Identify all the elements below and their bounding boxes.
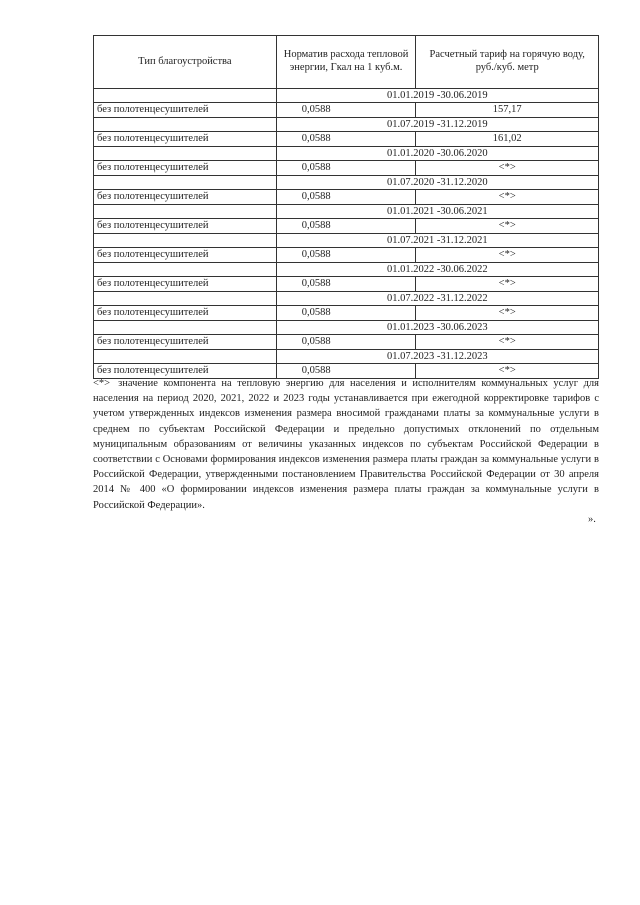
norm-cell: 0,0588 bbox=[276, 248, 416, 263]
type-cell: без полотенцесушителей bbox=[94, 364, 277, 379]
table-row bbox=[94, 219, 599, 234]
norm-cell: 0,0588 bbox=[276, 306, 416, 321]
type-cell: без полотенцесушителей bbox=[94, 306, 277, 321]
rate-cell: <*> bbox=[416, 306, 599, 321]
table-row bbox=[94, 190, 599, 205]
norm-cell: 0,0588 bbox=[276, 277, 416, 292]
table-row bbox=[94, 132, 599, 147]
period-cell: 01.07.2022 -31.12.2022 bbox=[276, 292, 598, 306]
period-row bbox=[94, 205, 599, 219]
norm-cell: 0,0588 bbox=[276, 364, 416, 379]
table-body bbox=[94, 89, 599, 379]
table-row bbox=[94, 103, 599, 118]
period-cell: 01.07.2023 -31.12.2023 bbox=[276, 350, 598, 364]
footnote-marker: <*> bbox=[93, 378, 111, 389]
norm-cell: 0,0588 bbox=[276, 335, 416, 350]
period-cell: 01.07.2021 -31.12.2021 bbox=[276, 234, 598, 248]
period-cell: 01.01.2023 -30.06.2023 bbox=[276, 321, 598, 335]
type-cell: без полотенцесушителей bbox=[94, 335, 277, 350]
period-row bbox=[94, 176, 599, 190]
period-cell: 01.07.2019 -31.12.2019 bbox=[276, 118, 598, 132]
period-spacer-cell bbox=[94, 321, 277, 335]
period-spacer-cell bbox=[94, 89, 277, 103]
type-cell: без полотенцесушителей bbox=[94, 248, 277, 263]
footnote bbox=[93, 376, 599, 513]
period-cell: 01.01.2019 -30.06.2019 bbox=[276, 89, 598, 103]
header-norm: Норматив расхода тепловой энергии, Гкал на 1 куб.м. bbox=[276, 36, 416, 89]
period-cell: 01.01.2022 -30.06.2022 bbox=[276, 263, 598, 277]
tariff-table bbox=[93, 35, 599, 379]
period-spacer-cell bbox=[94, 350, 277, 364]
period-row bbox=[94, 234, 599, 248]
period-cell: 01.01.2021 -30.06.2021 bbox=[276, 205, 598, 219]
period-spacer-cell bbox=[94, 234, 277, 248]
rate-cell: 157,17 bbox=[416, 103, 599, 118]
period-spacer-cell bbox=[94, 147, 277, 161]
period-row bbox=[94, 321, 599, 335]
rate-cell: 161,02 bbox=[416, 132, 599, 147]
footnote-text: значение компонента на тепловую энергию для населения и исполнителям коммунальных услуг для населения на период 2020, 2021, 2022 и 2023 годы устанавливается при ежегодной корректировке тарифов с учетом утвержденных индексов изменения размера вносимой гражданами платы за коммунальные услуги в среднем по субъектам Российской Федерации и предельно допустимых отклонений по отдельным муниципальным образованиям от величины указанных индексов по субъектам Российской Федерации в соответствии с Основами формирования индексов изменения размера платы граждан за коммунальные услуги в Российской Федерации, утвержденными постановлением Правительства Российской Федерации от 30 апреля 2014 № 400 «О формировании индексов изменения размера платы граждан за коммунальные услуги в Российской Федерации». bbox=[93, 378, 599, 511]
norm-cell: 0,0588 bbox=[276, 132, 416, 147]
header-rate: Расчетный тариф на горячую воду, руб./куб. метр bbox=[416, 36, 599, 89]
table-row bbox=[94, 335, 599, 350]
rate-cell: <*> bbox=[416, 248, 599, 263]
period-row bbox=[94, 89, 599, 103]
table-row bbox=[94, 161, 599, 176]
period-row bbox=[94, 292, 599, 306]
closing-quote-mark: ». bbox=[588, 514, 596, 525]
period-row bbox=[94, 147, 599, 161]
period-row bbox=[94, 118, 599, 132]
period-spacer-cell bbox=[94, 118, 277, 132]
period-row bbox=[94, 263, 599, 277]
period-row bbox=[94, 350, 599, 364]
header-type: Тип благоустройства bbox=[94, 36, 277, 89]
period-spacer-cell bbox=[94, 292, 277, 306]
table-header-row bbox=[94, 36, 599, 89]
rate-cell: <*> bbox=[416, 161, 599, 176]
period-cell: 01.07.2020 -31.12.2020 bbox=[276, 176, 598, 190]
table-row bbox=[94, 277, 599, 292]
table-row bbox=[94, 248, 599, 263]
type-cell: без полотенцесушителей bbox=[94, 277, 277, 292]
period-spacer-cell bbox=[94, 205, 277, 219]
period-spacer-cell bbox=[94, 176, 277, 190]
period-cell: 01.01.2020 -30.06.2020 bbox=[276, 147, 598, 161]
table-row bbox=[94, 306, 599, 321]
type-cell: без полотенцесушителей bbox=[94, 103, 277, 118]
rate-cell: <*> bbox=[416, 277, 599, 292]
norm-cell: 0,0588 bbox=[276, 161, 416, 176]
type-cell: без полотенцесушителей bbox=[94, 132, 277, 147]
type-cell: без полотенцесушителей bbox=[94, 219, 277, 234]
period-spacer-cell bbox=[94, 263, 277, 277]
norm-cell: 0,0588 bbox=[276, 190, 416, 205]
norm-cell: 0,0588 bbox=[276, 103, 416, 118]
type-cell: без полотенцесушителей bbox=[94, 190, 277, 205]
rate-cell: <*> bbox=[416, 335, 599, 350]
norm-cell: 0,0588 bbox=[276, 219, 416, 234]
rate-cell: <*> bbox=[416, 219, 599, 234]
type-cell: без полотенцесушителей bbox=[94, 161, 277, 176]
rate-cell: <*> bbox=[416, 364, 599, 379]
rate-cell: <*> bbox=[416, 190, 599, 205]
